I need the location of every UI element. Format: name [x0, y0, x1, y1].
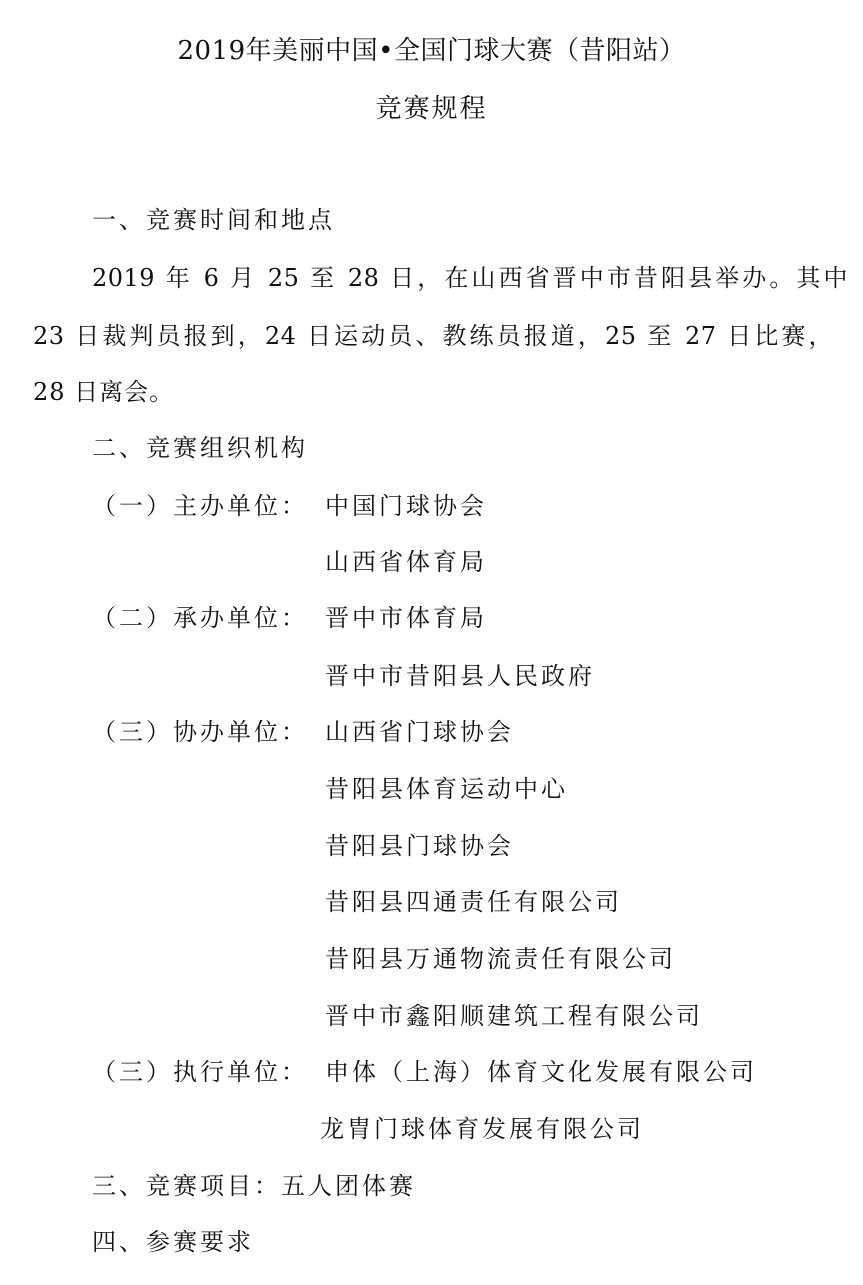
executor-item: 龙胄门球体育发展有限公司 — [320, 1115, 644, 1143]
co-organizer-item: 山西省门球协会 — [325, 718, 514, 746]
document-subtitle: 竞赛规程 — [375, 94, 488, 124]
section-heading-requirements: 四、参赛要求 — [92, 1228, 254, 1256]
co-organizer-item: 昔阳县门球协会 — [325, 832, 514, 860]
organizer-label: （一）主办单位： — [92, 492, 308, 520]
organizer-item: 中国门球协会 — [325, 492, 487, 520]
co-organizer-item: 昔阳县四通责任有限公司 — [325, 888, 622, 916]
section-heading-organization: 二、竞赛组织机构 — [92, 434, 308, 462]
section-heading-time-place: 一、竞赛时间和地点 — [92, 206, 335, 234]
paragraph-line-2: 23 日裁判员报到，24 日运动员、教练员报道，25 至 27 日比赛， — [33, 322, 833, 350]
section-competition-event: 三、竞赛项目：五人团体赛 — [92, 1172, 416, 1200]
executor-item: 申体（上海）体育文化发展有限公司 — [325, 1058, 757, 1086]
co-organizer-label: （三）协办单位： — [92, 718, 308, 746]
host-item: 晋中市体育局 — [325, 604, 487, 632]
document-title: 2019年美丽中国•全国门球大赛（昔阳站） — [177, 36, 686, 66]
host-item: 晋中市昔阳县人民政府 — [325, 662, 595, 690]
paragraph-line-3: 28 日离会。 — [33, 378, 175, 406]
host-label: （二）承办单位： — [92, 604, 308, 632]
co-organizer-item: 昔阳县体育运动中心 — [325, 775, 568, 803]
organizer-item: 山西省体育局 — [325, 548, 487, 576]
executor-label: （三）执行单位： — [92, 1058, 308, 1086]
co-organizer-item: 晋中市鑫阳顺建筑工程有限公司 — [325, 1002, 703, 1030]
paragraph-line-1: 2019 年 6 月 25 至 28 日，在山西省晋中市昔阳县举办。其中 — [92, 264, 848, 292]
co-organizer-item: 昔阳县万通物流责任有限公司 — [325, 945, 676, 973]
